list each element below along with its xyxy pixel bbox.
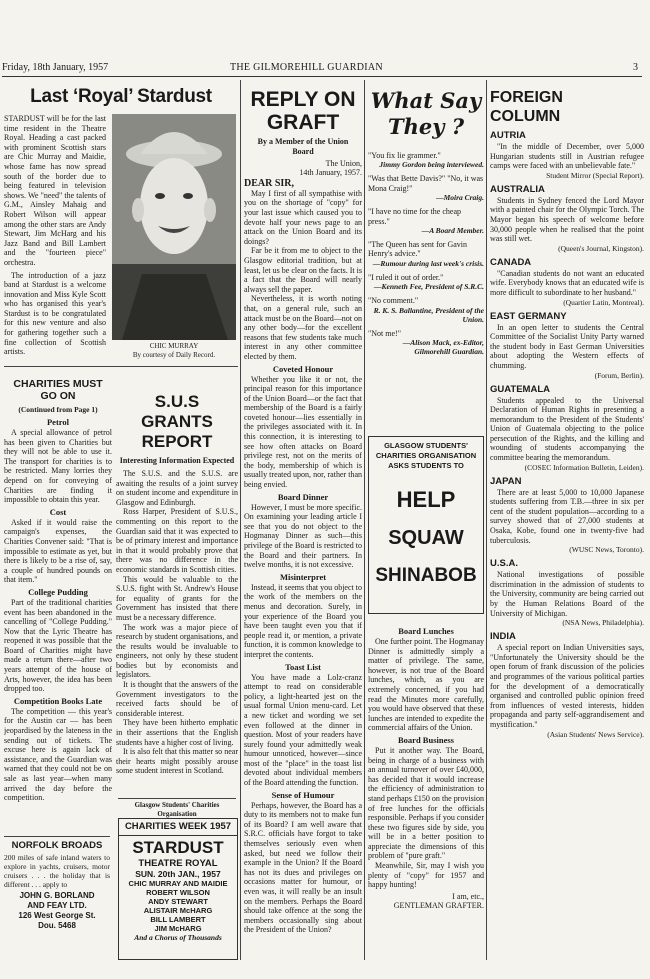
reply-subhead: Misinterpret — [279, 571, 327, 582]
sus-headline-2: GRANTS — [141, 412, 213, 431]
charities-headline-2: GO ON — [40, 390, 76, 402]
board-paragraph: One further point. The Hogmanay Dinner is admittedly simply a matter of privilege. The same, however, is not true of the Board lunches, which, as you are extremely concerned, if you had read the Minutes more carefully, you would have observed that these lunches are intended to expedite the commercial affairs of the Union. — [368, 637, 484, 733]
country-text: "In the middle of December, over 5,000 Hungarian students still in Austrian refugee camps were faced with an unbelievable fate." — [490, 142, 644, 171]
country-source: (WUSC News, Toronto). — [569, 545, 644, 555]
cast-member: ANDY STEWART — [148, 897, 208, 906]
masthead: THE GILMOREHILL GUARDIAN — [230, 62, 383, 73]
salutation: DEAR SIR, — [244, 177, 295, 189]
charities-week-banner: CHARITIES WEEK 1957 — [119, 819, 237, 836]
page-number: 3 — [633, 62, 638, 73]
country-source: (Asian Students' News Service). — [547, 729, 644, 739]
reply-paragraph: May I first of all sympathise with you on the shortage of "copy" for your last issue which caused you to devote half your news page to an attack on the Union Board and its doings? — [244, 188, 362, 246]
quote-text: "I have no time for the cheap press." — [368, 207, 462, 226]
reply-paragraph: However, I must be more specific. On examining your leading article I see that you do not object to the Hogmanay Dinner as such—this privilege of the Board is restricted to the Board and their partners. In twelve months, it is not excessive. — [244, 502, 362, 570]
country-source: (Quartier Latin, Montreal). — [563, 297, 644, 307]
section-text: The competition — this year's for the Austin car — has been jeopardised by the lateness in the sending out of tickets. The excuse here is again lack of assistance, and the Guardian was warned that they could not be on sale as last year—when many arrived the day before the competition. — [4, 706, 112, 803]
reply-subhead: Coveted Honour — [272, 363, 334, 374]
quote-attribution: —Alison Mack, ex-Editor, Gilmorehill Guardian. — [402, 338, 484, 357]
stardust-article — [4, 80, 238, 362]
country-text: Students in Sydney fenced the Lord Mayor with a painted chair for the Olympic Torch. The Mayor began his speech of welcome before 30,000 people when he realised that the point was still wet. — [490, 195, 644, 244]
company-phone: Dou. 5468 — [38, 921, 76, 930]
ad-line: CHARITIES ORGANISATION — [375, 451, 477, 460]
what-say-headline-2: They ? — [387, 114, 465, 139]
quote-text: "The Queen has sent for Gavin Henry's advice." — [368, 240, 468, 259]
sus-subhead: Interesting Information Expected — [119, 456, 235, 465]
reply-paragraph: Instead, it seems that you object to the work of the members on the menus and decoration. Surely, in your experience of the Board you have been taught even you that if people read it, or mention, a private function, it is common knowledge to interpret the contents. — [244, 582, 362, 659]
country-source: Student Mirror (Special Report). — [546, 170, 644, 180]
reply-paragraph: Whether you like it or not, the principal reason for this importance of the Union Board—or the fact that membership of the Board is a fairly coveted honour—lies essentially in the privileges associated with it. In this connection, it is interesting to see how often attacks on Board privilege rest, not on the merits of the body, membership of which is usually treated upon, nor, rather than being envied. — [244, 374, 362, 490]
help-word: HELP — [396, 487, 456, 512]
column-rule — [364, 80, 365, 960]
board-paragraph: Meanwhile, Sir, may I wish you plenty of "copy" for 1957 and happy hunting! — [368, 861, 484, 890]
section-title: Competition Books Late — [13, 695, 103, 706]
reply-subhead: Sense of Humour — [271, 789, 335, 800]
continued-note: (Continued from Page 1) — [18, 405, 98, 414]
stardust-text — [4, 114, 106, 357]
sus-paragraph: Ross Harper, President of S.U.S., commenting on this report to the Guardian said that it was expected to be of primary interest and importance in that it would probably prove that there was no difference in the economic standards in Scottish cities. — [116, 507, 238, 574]
sus-headline-3: REPORT — [141, 432, 213, 451]
reply-paragraph: Far be it from me to object to the Glasgow editorial tradition, but at least, let us be clear on the facts. It is a fact that the Board will nearly always sell the paper. — [244, 246, 362, 294]
country-heading: U.S.A. — [490, 558, 518, 570]
board-subhead: Board Business — [398, 734, 454, 745]
sus-credit: Glasgow Students' Charities Organisation — [134, 801, 220, 818]
norfolk-text: 200 miles of safe inland waters to explore in yachts, cruisers, motor cruisers . . . the holiday that is different . . . apply to — [4, 853, 110, 889]
reply-headline-1: REPLY ON — [250, 88, 356, 111]
sus-headline-1: S.U.S — [154, 392, 200, 411]
shinabob-word: SHINABOB — [375, 565, 477, 586]
dateline: 14th January, 1957. — [299, 168, 362, 178]
company-name: AND FEAY LTD. — [27, 901, 87, 910]
sus-paragraph: This would be valuable to the S.U.S. fight with St. Andrew's House for equality of grants for the Government has insisted that there must be a necessary difference. — [116, 574, 238, 622]
quote-text: "Was that Bette Davis?" "No, it was Mona Craig!" — [368, 174, 484, 193]
squaw-word: SQUAW — [388, 527, 464, 549]
norfolk-title: NORFOLK BROADS — [11, 840, 103, 851]
quote-attribution: Jimmy Gordon being interviewed. — [379, 160, 484, 170]
company-name: JOHN G. BORLAND — [19, 891, 95, 900]
board-subhead: Board Lunches — [398, 626, 454, 636]
board-paragraph: Put it another way. The Board, being in charge of a business with an annual turnover of over £40,000, has decided that it would increase the efficiency of administration to stand perhaps £150 on the provision of free lunches for the officials responsible. Perhaps if you consider these two figures side by side, you will be in a better position to appreciate the dimensions of this problem of "pure graft." — [368, 745, 484, 861]
venue: THEATRE ROYAL — [138, 858, 218, 869]
what-say-headline-1: What Say — [370, 88, 482, 113]
country-text: There are at least 5,000 to 10,000 Japanese students suffering from T.B.—three in six per cent of the student population—according to a survey showed that of 27,000 students at Osaka, Kobe, found one in twenty-five had tuberculosis. — [490, 487, 644, 545]
foreign-headline-1: FOREIGN — [490, 89, 563, 106]
country-text: A special report on Indian Universities says, "Unfortunately the University should be the open forum of frank discussion of the policies and programmes of the various political parties for the development of a democratically organised and controlled public opinion freed from influences of vested interests, hidden propaganda and party self-aggrandisement and mystification." — [490, 643, 644, 729]
country-source: (Queen's Journal, Kingston). — [558, 243, 644, 253]
board-continuation — [368, 624, 484, 960]
cast-member: CHIC MURRAY AND MAIDIE — [128, 879, 228, 888]
chorus-line: And a Chorus of Thousands — [134, 933, 222, 942]
country-heading: EAST GERMANY — [490, 310, 567, 322]
help-squaw-shinabob-ad — [368, 436, 484, 614]
dateline: The Union, — [325, 159, 362, 168]
caption-name: CHIC MURRAY — [149, 342, 199, 350]
reply-subhead: Toast List — [285, 661, 321, 672]
section-title: Cost — [49, 506, 67, 517]
chic-murray-photo — [112, 114, 236, 340]
column-rule — [240, 80, 241, 960]
stardust-ad-title: STARDUST — [132, 838, 224, 857]
quote-text: "You fix lie grammer." — [368, 151, 441, 160]
reply-on-graft-article — [244, 80, 362, 960]
section-text: A special allowance of petrol has been given to Charities but they will not be able to use it. The transport for charities is to be restricted. Many lorries they depend on for conveying of Charities are finding it impossible to obtain this year. — [4, 428, 112, 505]
quote-text: "I ruled it out of order." — [368, 272, 444, 282]
reply-paragraph: You have made a Lolz-cranz attempt to read on considerable policy, a light-hearted jest on the usual formal Union menu-card. Let a new ticket and wording we set even followed at the dinner in question. Most of your readers have surely found your admittedly weak humour unnoticed, however—since most of the "place" in the toast list devoted about individual members of the Board attending the function. — [244, 672, 362, 788]
cast-member: BILL LAMBERT — [150, 915, 206, 924]
reply-subhead: Board Dinner — [277, 491, 329, 502]
issue-date: Friday, 18th January, 1957 — [2, 62, 109, 73]
show-date: SUN. 20th JAN., 1957 — [135, 869, 221, 879]
charities-week-ad — [118, 818, 238, 960]
caption-credit: By courtesy of Daily Record. — [132, 350, 216, 359]
what-say-they-column — [368, 80, 484, 452]
cast-member: JIM McHARG — [154, 924, 202, 933]
country-heading: INDIA — [490, 631, 516, 643]
country-text: "Canadian students do not want an educated wife. Everybody knows that an educated wife is more difficult to subordinate to her husband." — [490, 268, 644, 297]
sus-paragraph: The work was a major piece of research by student organisations, and the results would be invaluable to engineers, not only by these student bodies but by economists and legislators. — [116, 622, 238, 680]
country-heading: GUATEMALA — [490, 383, 550, 395]
foreign-column — [490, 80, 644, 960]
quote-attribution: R. K. S. Ballantine, President of the Union. — [373, 305, 484, 324]
country-heading: CANADA — [490, 256, 532, 268]
country-heading: AUSTRALIA — [490, 183, 545, 195]
column-rule — [486, 80, 487, 960]
cast-member: ROBERT WILSON — [146, 888, 210, 897]
country-source: (NSA News, Philadelphia). — [562, 618, 644, 628]
norfolk-broads-ad — [4, 836, 110, 957]
quote-attribution: —Rumour during last week's crisis. — [372, 258, 484, 268]
running-header — [2, 62, 642, 77]
signoff: I am, etc., — [452, 891, 484, 901]
horizontal-rule — [4, 366, 238, 367]
foreign-headline-2: COLUMN — [490, 108, 561, 125]
section-title: Petrol — [46, 417, 70, 427]
section-title: College Pudding — [28, 586, 88, 597]
reply-paragraph: Nevertheless, it is worth noting that, on a general rule, such an attack must be on the Board—not on any other body—for the excellent reasons that few students take much interest in any other committee elected by them. — [244, 294, 362, 361]
ad-line: ASKS STUDENTS TO — [388, 461, 464, 470]
quote-text: "No comment." — [368, 296, 419, 306]
signoff-name: GENTLEMAN GRAFTER. — [393, 901, 484, 911]
country-source: (Forum, Berlin). — [594, 370, 644, 380]
charities-article — [4, 370, 112, 830]
quote-attribution: —Kenneth Fee, President of S.R.C. — [373, 282, 484, 292]
sus-credit-box — [118, 798, 236, 819]
country-text: National investigations of possible discrimination in the admission of students to the University, community are being carried out by the Human Relations Board of the University of Michigan. — [490, 570, 644, 618]
portrait-illustration — [112, 114, 236, 340]
section-text: Part of the traditional charities event has been abandoned in the cancelling of "College Pudding." Now that the Lyric Theatre has reopened it was possible that the Board of Charities might have made a return there—after two years attempt of the house of Arts, however, the idea has been dropped too. — [4, 597, 112, 694]
quote-attribution: —A Board Member. — [421, 226, 484, 236]
ad-line: GLASGOW STUDENTS' — [384, 441, 468, 450]
sus-paragraph: The S.U.S. and the S.U.S. are awaiting the results of a joint survey on student income and expenditure in Glasgow and Edinburgh. — [116, 469, 238, 507]
quote-text: "Not me!" — [368, 328, 401, 338]
country-text: In an open letter to students the Central Committee of the Socialist Unity Party warned the student body in East German Universities about adopting the Western effects of chumming. — [490, 322, 644, 370]
company-address: 126 West George St. — [18, 911, 96, 920]
stardust-headline: Last ‘Royal’ Stardust — [30, 86, 212, 107]
country-heading: JAPAN — [490, 475, 522, 487]
country-heading: AUTRIA — [490, 130, 526, 141]
sus-paragraph: It is also felt that this matter so near their hearts might possibly arouse some student interest in Scotland. — [116, 747, 238, 776]
stardust-paragraph: STARDUST will be for the last time resident in the Theatre Royal. Heading a cast packed with prominent Scottish stars are Chic Murray and Maidie, whose fame has now spread south of the border due to being featured in television shows. We "need" the talents of G.M., Ainsley Mahaig and Robert Wilson will appear among the other stars are Andy Stewart, Jim McHarg and his Jazz Band and Bill Lambert and the "fourteen piece" orchestra. — [4, 114, 106, 267]
country-source: (COSEC Information Bulletin, Leiden). — [524, 462, 644, 472]
stardust-paragraph: The introduction of a jazz band at Stardust is a welcome innovation and Miss Kyle Scott who has organised this year's Stardust is to be congratulated for this new venture and also for gathering together such a fine collection of Scottish artists. — [4, 270, 106, 357]
cast-member: ALISTAIR McHARG — [143, 906, 213, 915]
section-text: Asked if it would raise the campaign's expenses, the Charities Convener said: "That is impossible to estimate as yet, but there is likely to be a rise of, say, a couple of hundred pounds on that item." — [4, 517, 112, 585]
reply-paragraph: Perhaps, however, the Board has a duty to its members not to make fun of its Board? I am well aware that S.R.C. officials have forgot to take themselves seriously even when asked, but need we follow their example in the Union? If the Board has not its dues and privileges on occasions matter for humour, or even was, it will really be an insult on the members. Perhaps the Board should take offence at the song the members occasionally sing about the President of the Union? — [244, 800, 362, 935]
reply-byline: By a Member of the Union Board — [257, 137, 349, 156]
photo-caption — [112, 342, 236, 359]
sus-grants-article — [116, 370, 238, 796]
quote-attribution: —Moira Craig. — [436, 193, 484, 203]
charities-headline-1: CHARITIES MUST — [13, 378, 103, 390]
reply-headline-2: GRAFT — [266, 111, 340, 134]
country-text: Students appealed to the Universal Declaration of Human Rights in presenting a memorandum to the President of the Students' Union of Guatemala objecting to the police persecution of the Rights, and the killing and wounding of students accompanying the committee bearing the memorandum. — [490, 395, 644, 463]
sus-paragraph: They have been hitherto emphatic in their assertions that the English students have a higher cost of living. — [116, 718, 238, 747]
sus-paragraph: It is thought that the answers of the Government investigators to the received facts should be of considerable interest. — [116, 680, 238, 718]
